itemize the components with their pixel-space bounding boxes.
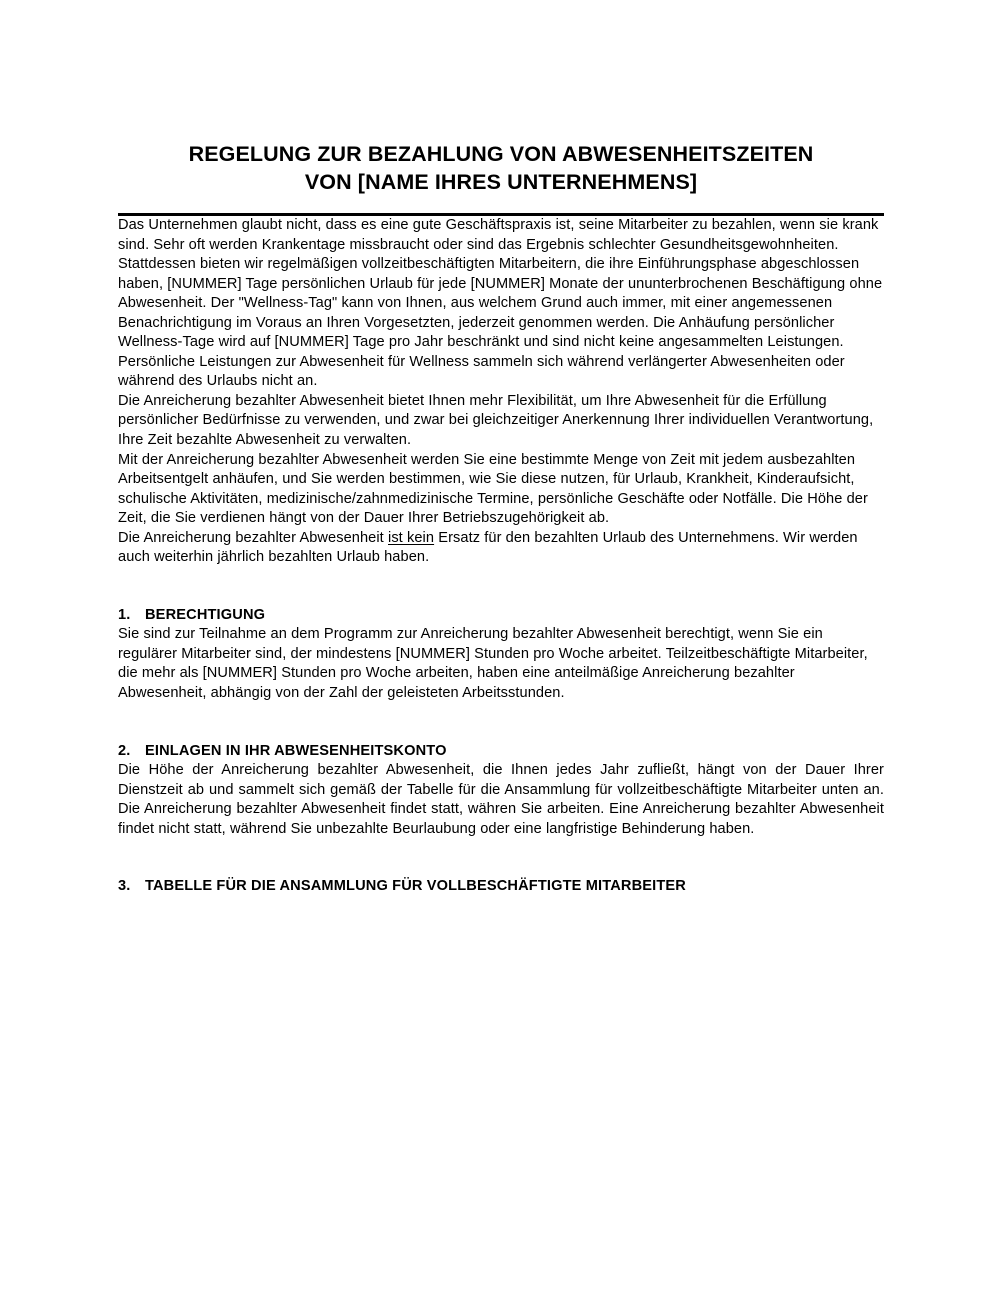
section-number-2: 2. [118,742,131,759]
paragraph-intro-4-text-after: Ersatz für den bezahlten Urlaub des Unternehmens. Wir werden auch weiterhin jährlich bezahlten Urlaub haben. [118,529,858,566]
paragraph-intro-2: Die Anreicherung bezahlter Abwesenheit bietet Ihnen mehr Flexibilität, um Ihre Abwesenheit für die Erfüllung persönlicher Bedürfnisse zu verwenden, und zwar bei gleichzeitiger Anerkennung Ihrer individuellen Verantwortung, Ihre Zeit bezahlte Abwesenheit zu verwalten. [118,392,874,449]
paragraph-intro-3: Mit der Anreicherung bezahlter Abwesenheit werden Sie eine bestimmte Menge von Zeit mit jedem ausbezahlten Arbeitsentgelt anhäufen, und Sie werden bestimmen, wie Sie diese nutzen, für Urlaub, Krankheit, Kinderaufsicht, schulische Aktivitäten, medizinische/zahnmedizinische Termine, persönliche Geschäfte oder Notfälle. Die Höhe der Zeit, die Sie verdienen hängt von der Dauer Ihrer Betriebszugehörigkeit ab. [118,451,868,527]
document-content [118,140,884,897]
section-title-3: TABELLE FÜR DIE ANSAMMLUNG FÜR VOLLBESCHÄFTIGTE MITARBEITER [145,878,686,895]
section-title-1: BERECHTIGUNG [145,606,266,623]
section-number-3: 3. [118,878,131,895]
page-title [118,140,884,196]
section-title-2: EINLAGEN IN IHR ABWESENHEITSKONTO [145,742,447,759]
section-heading-2 [118,742,884,762]
section-body-2: Die Höhe der Anreicherung bezahlter Abwesenheit, die Ihnen jedes Jahr zufließt, hängt von der Dauer Ihrer Dienstzeit ab und sammelt sich gemäß der Tabelle für die Ansammlung für vollzeitbeschäftigte Mitarbeiter unten an. Die Anreicherung bezahlter Abwesenheit findet statt, währen Sie arbeiten. Eine Anreicherung bezahlter Abwesenheit findet nicht statt, während Sie unbezahlte Beurlaubung oder eine langfristige Behinderung haben. [118,762,884,837]
paragraph-intro-4 [118,529,884,568]
section-number-1: 1. [118,606,131,623]
paragraph-intro-1: Das Unternehmen glaubt nicht, dass es eine gute Geschäftspraxis ist, seine Mitarbeiter zu bezahlen, wenn sie krank sind. Sehr oft werden Krankentage missbraucht oder sind das Ergebnis schlechter Gesundheitsgewohnheiten. Stattdessen bieten wir regelmäßigen vollzeitbeschäftigten Mitarbeitern, die ihre Einführungsphase abgeschlossen haben, [NUMMER] Tage persönlichen Urlaub für jede [NUMMER] Monate der ununterbrochenen Beschäftigung ohne Abwesenheit. Der "Wellness-Tag" kann von Ihnen, aus welchem Grund auch immer, mit einer angemessenen Benachrichtigung im Voraus an Ihren Vorgesetzten, jederzeit genommen werden. Die Anhäufung persönlicher Wellness-Tage wird auf [NUMMER] Tage pro Jahr beschränkt und sind nicht keine angesammelten Leistungen. Persönliche Leistungen zur Abwesenheit für Wellness sammeln sich während verlängerter Abwesenheiten oder während des Urlaubs nicht an. [118,217,883,390]
document-title-line-1: REGELUNG ZUR BEZAHLUNG VON ABWESENHEITSZEITEN [188,142,814,166]
section-heading-3 [118,877,884,897]
emphasis-ist-kein: ist kein [388,529,435,546]
document-title-line-2: VON [NAME IHRES UNTERNEHMENS] [304,170,698,194]
paragraph-intro-4-text-before: Die Anreicherung bezahlter Abwesenheit [118,529,388,546]
section-body-1: Sie sind zur Teilnahme an dem Programm zur Anreicherung bezahlter Abwesenheit berechtigt, wenn Sie ein regulärer Mitarbeiter sind, der mindestens [NUMMER] Stunden pro Woche arbeitet. Teilzeitbeschäftigte Mitarbeiter, die mehr als [NUMMER] Stunden pro Woche arbeiten, haben eine anteilmäßige Anreicherung bezahlter Abwesenheit, abhängig von der Zahl der geleisteten Arbeitsstunden. [118,626,868,702]
section-heading-1 [118,606,884,626]
